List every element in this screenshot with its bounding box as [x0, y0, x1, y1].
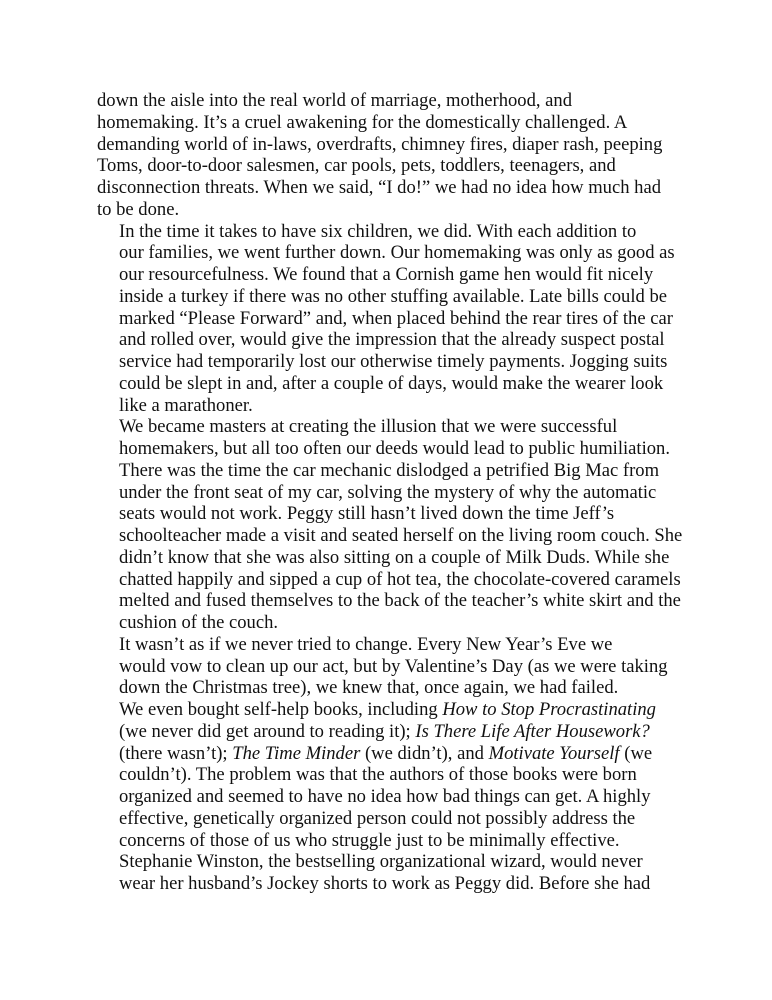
text-line [97, 155, 687, 177]
text-run: chatted happily and sipped a cup of hot tea, the chocolate-covered caramels [119, 568, 681, 590]
paragraph [97, 634, 687, 699]
text-run: melted and fused themselves to the back of the teacher’s white skirt and the [119, 590, 681, 612]
text-line [97, 590, 687, 612]
paragraph [97, 851, 687, 895]
text-run: It wasn’t as if we never tried to change. Every New Year’s Eve we [119, 633, 613, 655]
text-run: In the time it takes to have six children, we did. With each addition to [119, 220, 637, 242]
text-line [97, 699, 687, 721]
text-line [97, 634, 687, 656]
book-title: Is There Life After Housework? [415, 720, 650, 742]
text-run: There was the time the car mechanic dislodged a petrified Big Mac from [119, 459, 660, 481]
text-line [97, 460, 687, 482]
text-line [97, 177, 687, 199]
text-run: Stephanie Winston, the bestselling organizational wizard, would never [119, 851, 643, 873]
text-line [97, 503, 687, 525]
paragraph [97, 221, 687, 417]
text-line [97, 134, 687, 156]
text-run: seats would not work. Peggy still hasn’t lived down the time Jeff’s [119, 503, 615, 525]
text-line [97, 656, 687, 678]
text-line [97, 264, 687, 286]
text-run: homemaking. It’s a cruel awakening for the domestically challenged. A [97, 111, 628, 133]
text-run: didn’t know that she was also sitting on a couple of Milk Duds. While she [119, 546, 670, 568]
text-line [97, 438, 687, 460]
text-run: Toms, door-to-door salesmen, car pools, pets, toddlers, teenagers, and [97, 155, 616, 177]
text-line [97, 482, 687, 504]
text-run: couldn’t). The problem was that the authors of those books were born [119, 764, 637, 786]
text-run: our resourcefulness. We found that a Cornish game hen would fit nicely [119, 264, 654, 285]
text-run: inside a turkey if there was no other stuffing available. Late bills could be [119, 285, 668, 307]
text-line [97, 569, 687, 591]
paragraph [97, 699, 687, 851]
paragraph [97, 416, 687, 634]
text-line [97, 286, 687, 308]
text-run: disconnection threats. When we said, “I do!” we had no idea how much had [97, 177, 662, 198]
text-run: could be slept in and, after a couple of days, would make the wearer look [119, 372, 664, 394]
text-run: (we didn’t), and [360, 742, 489, 764]
book-page [97, 90, 687, 895]
text-line [97, 873, 687, 895]
text-line [97, 90, 687, 112]
text-line [97, 743, 687, 765]
text-line [97, 242, 687, 264]
text-line [97, 830, 687, 852]
text-run: marked “Please Forward” and, when placed behind the rear tires of the car [119, 307, 673, 329]
book-title: How to Stop Procrastinating [442, 699, 656, 720]
text-run: service had temporarily lost our otherwise timely payments. Jogging suits [119, 351, 668, 372]
text-run: schoolteacher made a visit and seated herself on the living room couch. She [119, 525, 683, 546]
text-run: under the front seat of my car, solving the mystery of why the automatic [119, 481, 657, 503]
text-line [97, 199, 687, 221]
text-run: to be done. [97, 198, 180, 220]
text-line [97, 851, 687, 873]
text-run: our families, we went further down. Our homemaking was only as good as [119, 242, 675, 264]
text-run: wear her husband’s Jockey shorts to work as Peggy did. Before she had [119, 873, 651, 894]
text-run: We became masters at creating the illusion that we were successful [119, 416, 618, 438]
text-line [97, 329, 687, 351]
text-run: down the Christmas tree), we knew that, once again, we had failed. [119, 677, 619, 699]
text-line [97, 395, 687, 417]
text-run: (there wasn’t); [119, 742, 233, 764]
text-line [97, 677, 687, 699]
book-title: The Time Minder [232, 742, 361, 764]
text-run: would vow to clean up our act, but by Valentine’s Day (as we were taking [119, 655, 668, 677]
text-line [97, 612, 687, 634]
text-run: and rolled over, would give the impression that the already suspect postal [119, 329, 665, 351]
text-run: cushion of the couch. [119, 612, 279, 633]
text-line [97, 112, 687, 134]
text-run: like a marathoner. [119, 394, 253, 416]
text-line [97, 764, 687, 786]
text-run: demanding world of in-laws, overdrafts, chimney fires, diaper rash, peeping [97, 133, 663, 155]
text-line [97, 786, 687, 808]
text-line [97, 416, 687, 438]
text-run: effective, genetically organized person could not possibly address the [119, 807, 636, 829]
text-line [97, 373, 687, 395]
text-run: organized and seemed to have no idea how bad things can get. A highly [119, 786, 651, 807]
text-run: (we [619, 742, 653, 764]
text-run: down the aisle into the real world of marriage, motherhood, and [97, 90, 573, 111]
text-run: (we never did get around to reading it); [119, 720, 416, 742]
text-line [97, 525, 687, 547]
text-run: concerns of those of us who struggle just to be minimally effective. [119, 829, 620, 851]
text-line [97, 808, 687, 830]
text-line [97, 547, 687, 569]
text-line [97, 721, 687, 743]
text-run: We even bought self-help books, including [119, 699, 443, 720]
text-line [97, 308, 687, 330]
book-title: Motivate Yourself [488, 742, 620, 764]
text-line [97, 221, 687, 243]
paragraph [97, 90, 687, 221]
text-run: homemakers, but all too often our deeds would lead to public humiliation. [119, 438, 670, 459]
text-line [97, 351, 687, 373]
